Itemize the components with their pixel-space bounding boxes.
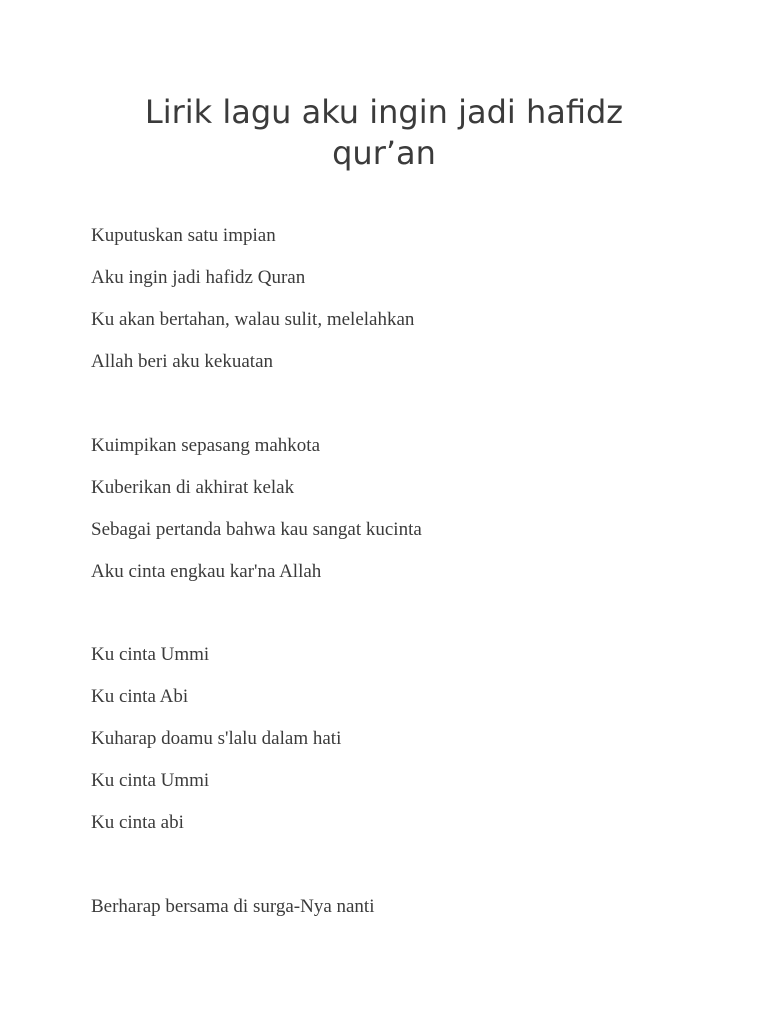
lyric-line: Sebagai pertanda bahwa kau sangat kucinta bbox=[91, 519, 422, 540]
lyric-line: Kuberikan di akhirat kelak bbox=[91, 477, 295, 498]
lyric-line: Kuputuskan satu impian bbox=[91, 225, 276, 246]
lyric-line: Berharap bersama di surga-Nya nanti bbox=[91, 896, 375, 917]
lyric-line: Kuharap doamu s'lalu dalam hati bbox=[91, 728, 342, 749]
title-line-1: Lirik lagu aku ingin jadi hafidz bbox=[144, 93, 624, 131]
page-title bbox=[0, 92, 768, 174]
lyric-line: Aku ingin jadi hafidz Quran bbox=[91, 267, 306, 288]
lyric-line: Ku akan bertahan, walau sulit, melelahkan bbox=[91, 309, 415, 330]
lyric-line: Ku cinta abi bbox=[91, 812, 184, 833]
lyric-line: Ku cinta Abi bbox=[91, 686, 189, 707]
lyric-line: Allah beri aku kekuatan bbox=[91, 351, 274, 372]
title-line-2: qur’an bbox=[332, 134, 436, 172]
lyric-line: Aku cinta engkau kar'na Allah bbox=[91, 561, 322, 582]
lyric-line: Kuimpikan sepasang mahkota bbox=[91, 435, 321, 456]
lyric-line: Ku cinta Ummi bbox=[91, 644, 210, 665]
lyric-line: Ku cinta Ummi bbox=[91, 770, 210, 791]
